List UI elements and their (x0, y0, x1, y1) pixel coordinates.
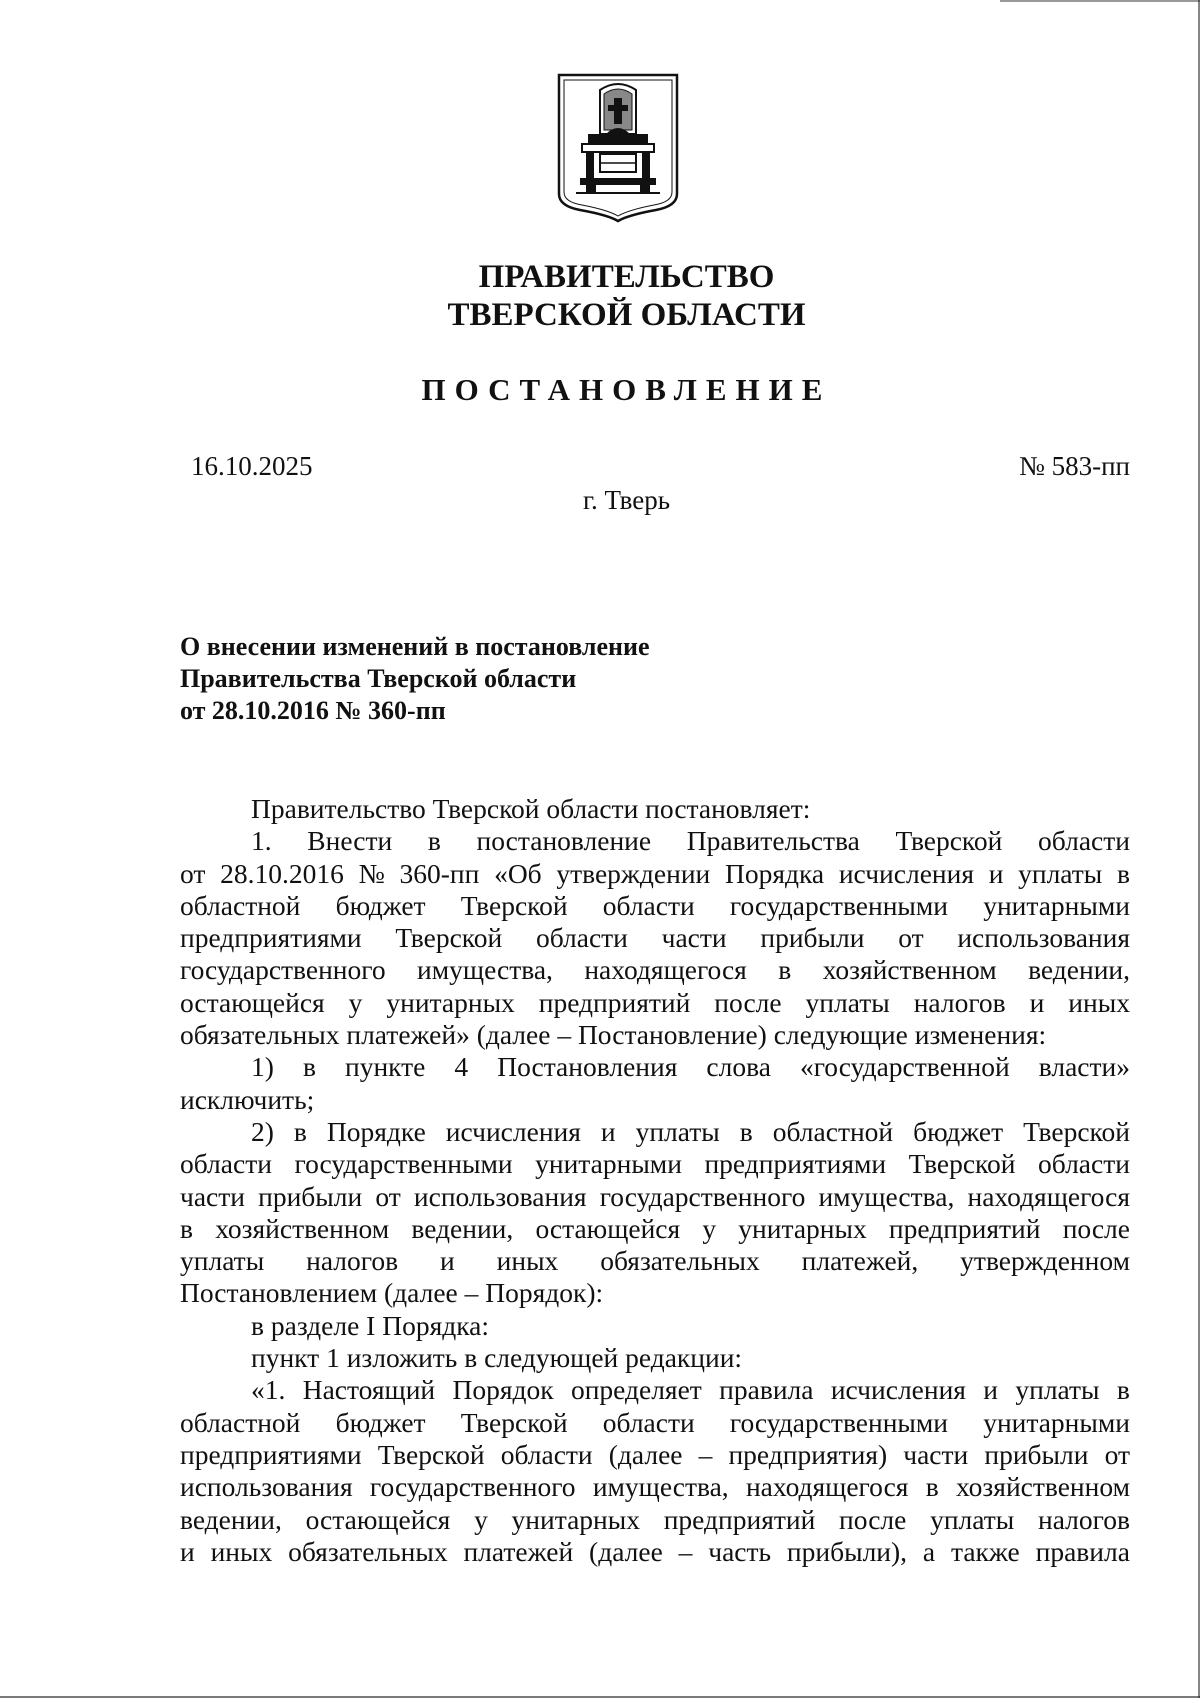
subject-line: от 28.10.2016 № 360-пп (180, 696, 446, 725)
body-line: области государственными унитарными предприятиями Тверской области (180, 1148, 1130, 1180)
body-line: и иных обязательных платежей (далее – часть прибыли), а также правила (180, 1535, 1130, 1567)
body-line: пункт 1 изложить в следующей редакции: (251, 1342, 743, 1374)
body-line: государственного имущества, находящегося в хозяйственном ведении, (180, 954, 1130, 986)
scan-edge-top (1000, 0, 1200, 2)
subject-line: Правительства Тверской области (180, 664, 577, 693)
body-line: исключить; (180, 1083, 315, 1115)
organization-name-line2: ТВЕРСКОЙ ОБЛАСТИ (447, 297, 806, 333)
body-line: в хозяйственном ведении, остающейся у унитарных предприятий после (180, 1212, 1130, 1244)
body-line: 1. Внести в постановление Правительства Тверской области (251, 825, 1130, 857)
document-city: г. Тверь (582, 485, 671, 515)
body-line: в разделе I Порядка: (251, 1309, 490, 1341)
body-line: 2) в Порядке исчисления и уплаты в областной бюджет Тверской (251, 1115, 1130, 1147)
body-line: ведении, остающейся у унитарных предприятий после уплаты налогов (180, 1503, 1130, 1535)
body-line: использования государственного имущества, находящегося в хозяйственном (180, 1471, 1130, 1503)
coat-of-arms-icon (556, 72, 680, 224)
document-number: № 583-пп (1019, 451, 1130, 481)
body-line: «1. Настоящий Порядок определяет правила исчисления и уплаты в (251, 1374, 1130, 1406)
document-subject (180, 631, 650, 727)
body-line: остающейся у унитарных предприятий после уплаты налогов и иных (180, 986, 1130, 1018)
subject-line: О внесении изменений в постановление (180, 632, 650, 661)
body-line: областной бюджет Тверской области государственными унитарными (180, 889, 1130, 921)
body-line: предприятиями Тверской области части прибыли от использования (180, 922, 1130, 954)
document-type: ПОСТАНОВЛЕНИЕ (421, 372, 832, 407)
organization-name-line1: ПРАВИТЕЛЬСТВО (478, 259, 775, 295)
body-line: от 28.10.2016 № 360-пп «Об утверждении Порядка исчисления и уплаты в (180, 857, 1130, 889)
body-line: уплаты налогов и иных обязательных платежей, утвержденном (180, 1245, 1130, 1277)
body-line: обязательных платежей» (далее – Постановление) следующие изменения: (180, 1019, 1047, 1051)
body-line: части прибыли от использования государственного имущества, находящегося (180, 1180, 1130, 1212)
body-line: областной бюджет Тверской области государственными унитарными (180, 1406, 1130, 1438)
document-date: 16.10.2025 (191, 451, 313, 481)
body-line: предприятиями Тверской области (далее – предприятия) части прибыли от (180, 1438, 1130, 1470)
document-body (180, 793, 1130, 1568)
body-line: 1) в пункте 4 Постановления слова «государственной власти» (251, 1051, 1130, 1083)
body-line: Постановлением (далее – Порядок): (180, 1277, 604, 1309)
body-line: Правительство Тверской области постановляет: (251, 793, 811, 824)
